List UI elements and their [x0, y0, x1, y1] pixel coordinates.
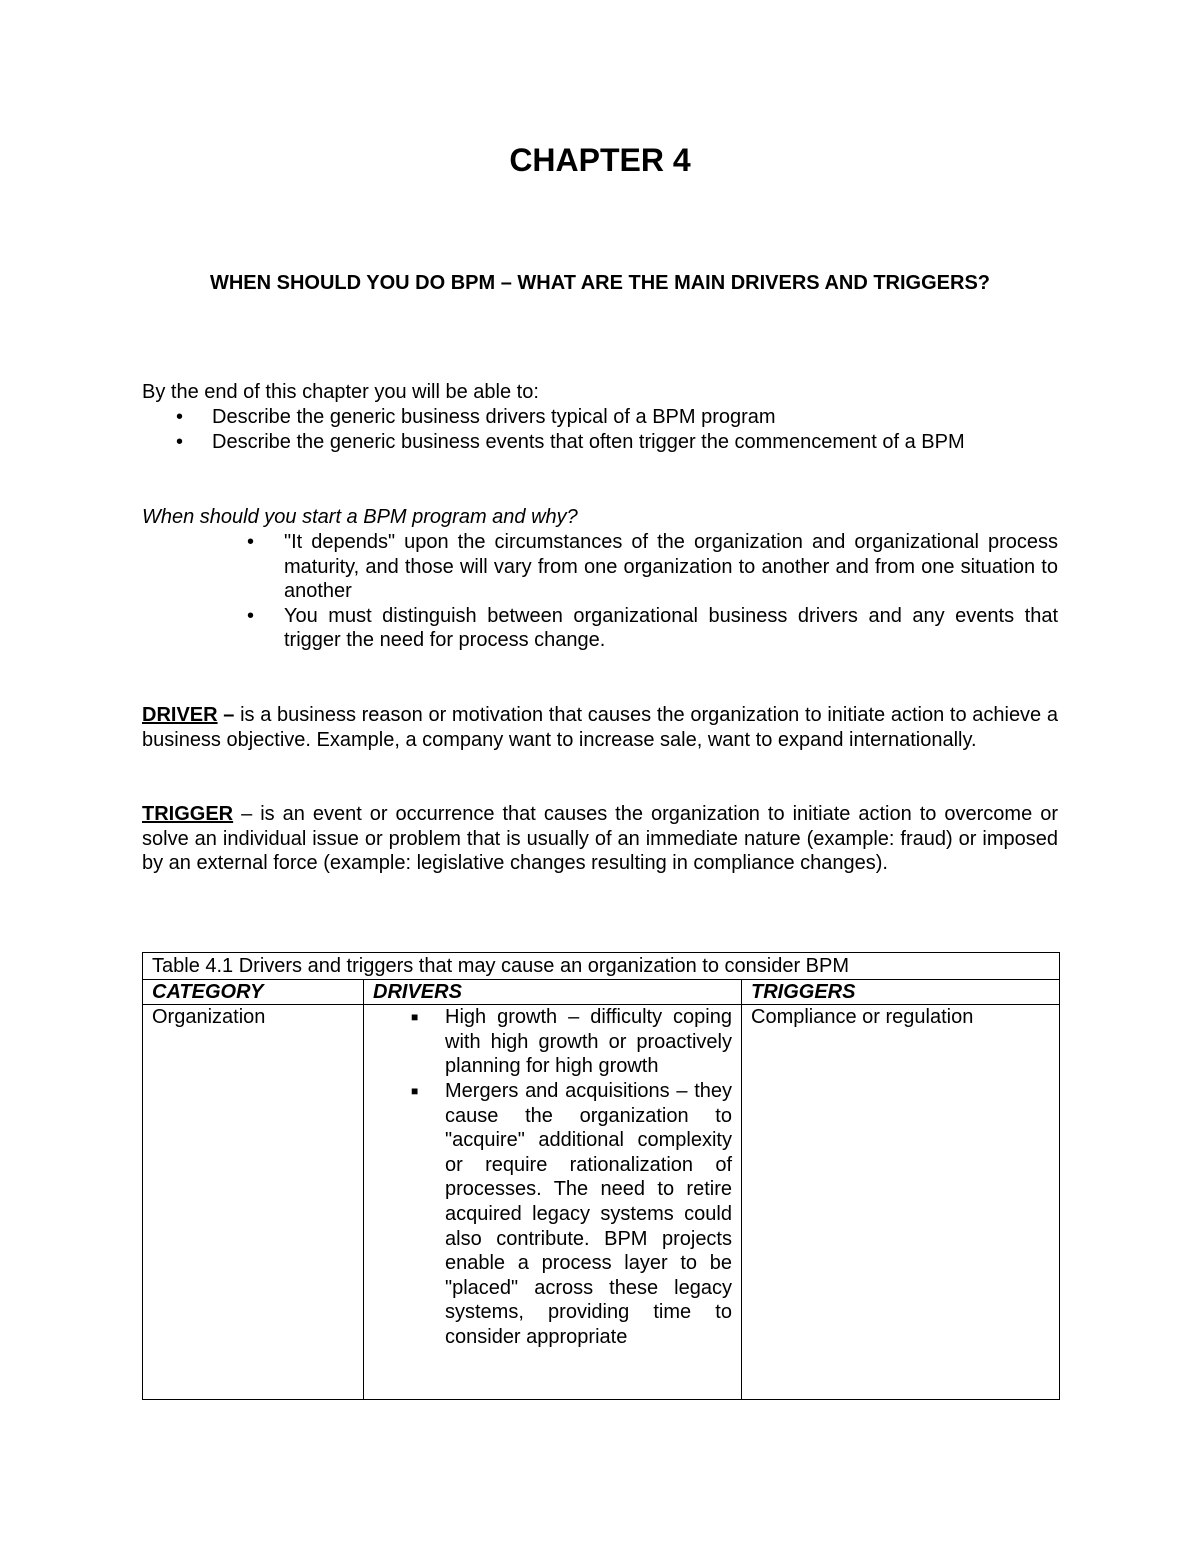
column-header-category: CATEGORY	[143, 979, 364, 1005]
section-title: WHEN SHOULD YOU DO BPM – WHAT ARE THE MAIN DRIVERS AND TRIGGERS?	[209, 272, 991, 294]
table-caption: Table 4.1 Drivers and triggers that may cause an organization to consider BPM	[143, 953, 1060, 980]
bullet-icon: •	[247, 531, 255, 553]
driver-item-text: High growth – difficulty coping with high growth or proactively planning for high growth	[445, 1006, 732, 1078]
chapter-title: CHAPTER 4	[509, 142, 691, 178]
answer-text: You must distinguish between organizational business drivers and any events that trigger the need for process change.	[284, 604, 1058, 652]
list-item	[373, 1005, 732, 1079]
objective-text: Describe the generic business drivers typical of a BPM program	[212, 406, 776, 428]
drivers-list	[373, 1005, 732, 1349]
square-bullet-icon: ■	[411, 1010, 419, 1025]
category-cell: Organization	[143, 1005, 364, 1400]
objective-text: Describe the generic business events that often trigger the commencement of a BPM	[212, 430, 965, 453]
learning-objectives-list	[142, 405, 1062, 454]
driver-text: is a business reason or motivation that causes the organization to initiate action to achieve a business objective. Example, a company want to increase sale, want to expand internationally.	[142, 704, 1058, 751]
list-item	[142, 405, 1062, 430]
table-row	[143, 1005, 1060, 1400]
table-header-row	[143, 979, 1060, 1005]
answer-text: "It depends" upon the circumstances of the organization and organizational process maturity, and those will vary from one organization to another and from one situation to another	[284, 531, 1058, 603]
bullet-icon: •	[176, 430, 184, 453]
bullet-icon: •	[247, 604, 255, 627]
driver-item-text: Mergers and acquisitions – they cause the organization to "acquire" additional complexity or require rationalization of processes. The need to retire acquired legacy systems could also contribute. BPM projects enable a process layer to be "placed" across these legacy systems, providing time to consider appropriate	[445, 1079, 732, 1348]
question-heading: When should you start a BPM program and why?	[142, 506, 578, 528]
list-item	[142, 604, 1058, 653]
drivers-triggers-table	[142, 952, 1060, 1400]
answer-list	[142, 530, 1058, 653]
trigger-dash: –	[233, 803, 261, 825]
learning-objectives-intro: By the end of this chapter you will be able to:	[142, 381, 539, 403]
bullet-icon: •	[176, 406, 184, 428]
list-item	[373, 1079, 732, 1350]
trigger-term: TRIGGER	[142, 803, 234, 825]
column-header-drivers: DRIVERS	[364, 979, 742, 1005]
driver-dash: –	[217, 704, 241, 726]
trigger-text: is an event or occurrence that causes the organization to initiate action to overcome or solve an individual issue or problem that is usually of an immediate nature (example: fraud) or imposed by an external force (example: legislative changes resulting in compliance changes).	[142, 803, 1058, 875]
column-header-triggers: TRIGGERS	[742, 979, 1060, 1005]
table-caption-row	[143, 953, 1060, 980]
driver-definition	[142, 703, 1058, 752]
square-bullet-icon: ■	[411, 1083, 419, 1098]
trigger-definition	[142, 802, 1058, 876]
driver-term: DRIVER	[142, 704, 218, 726]
list-item	[142, 530, 1058, 604]
triggers-cell: Compliance or regulation	[742, 1005, 1060, 1400]
list-item	[142, 430, 1062, 455]
drivers-cell	[364, 1005, 742, 1400]
